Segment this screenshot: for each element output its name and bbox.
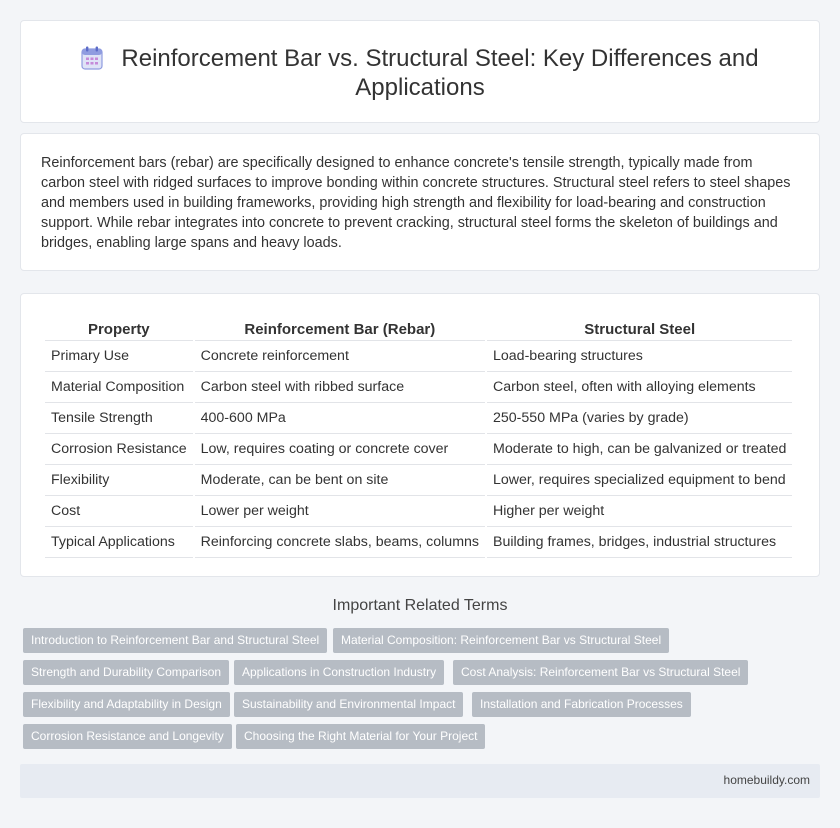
rebar-cell: Carbon steel with ribbed surface: [195, 372, 485, 403]
related-term-tag[interactable]: Cost Analysis: Reinforcement Bar vs Structural Steel: [453, 660, 748, 685]
table-row: [45, 434, 792, 465]
intro-card: [20, 133, 820, 271]
structural-steel-cell: 250-550 MPa (varies by grade): [487, 403, 792, 434]
footer-site-link[interactable]: homebuildy.com: [723, 773, 810, 787]
table-header-row: [45, 316, 792, 341]
property-cell: Material Composition: [45, 372, 193, 403]
column-header-property: Property: [45, 316, 193, 341]
rebar-cell: Reinforcing concrete slabs, beams, columns: [195, 527, 485, 558]
related-term-tag[interactable]: Material Composition: Reinforcement Bar vs Structural Steel: [333, 628, 669, 653]
structural-steel-cell: Higher per weight: [487, 496, 792, 527]
structural-steel-cell: Load-bearing structures: [487, 341, 792, 372]
property-cell: Cost: [45, 496, 193, 527]
title-card: [20, 20, 820, 123]
structural-steel-cell: Moderate to high, can be galvanized or treated: [487, 434, 792, 465]
related-term-tag[interactable]: Installation and Fabrication Processes: [472, 692, 691, 717]
property-cell: Flexibility: [45, 465, 193, 496]
property-cell: Corrosion Resistance: [45, 434, 193, 465]
rebar-cell: Lower per weight: [195, 496, 485, 527]
rebar-cell: Concrete reinforcement: [195, 341, 485, 372]
footer: [20, 764, 820, 798]
page-title: [21, 44, 819, 102]
comparison-table: [43, 316, 794, 558]
comparison-card: [20, 293, 820, 577]
table-row: [45, 527, 792, 558]
page-title-text: Reinforcement Bar vs. Structural Steel: Key Differences and Applications: [121, 45, 759, 101]
table-row: [45, 372, 792, 403]
related-term-tag[interactable]: Applications in Construction Industry: [234, 660, 444, 685]
table-row: [45, 341, 792, 372]
structural-steel-cell: Building frames, bridges, industrial structures: [487, 527, 792, 558]
column-header-rebar: Reinforcement Bar (Rebar): [195, 316, 485, 341]
related-term-tag[interactable]: Sustainability and Environmental Impact: [234, 692, 463, 717]
related-term-tag[interactable]: Strength and Durability Comparison: [23, 660, 229, 685]
structural-steel-cell: Carbon steel, often with alloying elements: [487, 372, 792, 403]
property-cell: Typical Applications: [45, 527, 193, 558]
related-term-tag[interactable]: Introduction to Reinforcement Bar and Structural Steel: [23, 628, 327, 653]
related-term-tag[interactable]: Flexibility and Adaptability in Design: [23, 692, 230, 717]
related-term-tag[interactable]: Corrosion Resistance and Longevity: [23, 724, 232, 749]
rebar-cell: Moderate, can be bent on site: [195, 465, 485, 496]
rebar-cell: Low, requires coating or concrete cover: [195, 434, 485, 465]
table-row: [45, 403, 792, 434]
rebar-cell: 400-600 MPa: [195, 403, 485, 434]
table-row: [45, 496, 792, 527]
intro-paragraph: Reinforcement bars (rebar) are specifically designed to enhance concrete's tensile strength, typically made from carbon steel with ridged surfaces to improve bonding within concrete structures. Structural steel refers to steel shapes and members used in building frameworks, providing high strength and flexibility for load-bearing and construction support. While rebar integrates into concrete to prevent cracking, structural steel forms the skeleton of buildings and bridges, enabling large spans and heavy loads.: [41, 155, 791, 251]
structural-steel-cell: Lower, requires specialized equipment to bend: [487, 465, 792, 496]
related-term-tag[interactable]: Choosing the Right Material for Your Project: [236, 724, 485, 749]
property-cell: Primary Use: [45, 341, 193, 372]
calendar-icon: [81, 46, 103, 70]
property-cell: Tensile Strength: [45, 403, 193, 434]
column-header-structural-steel: Structural Steel: [487, 316, 792, 341]
related-terms-heading: Important Related Terms: [332, 597, 508, 614]
table-row: [45, 465, 792, 496]
